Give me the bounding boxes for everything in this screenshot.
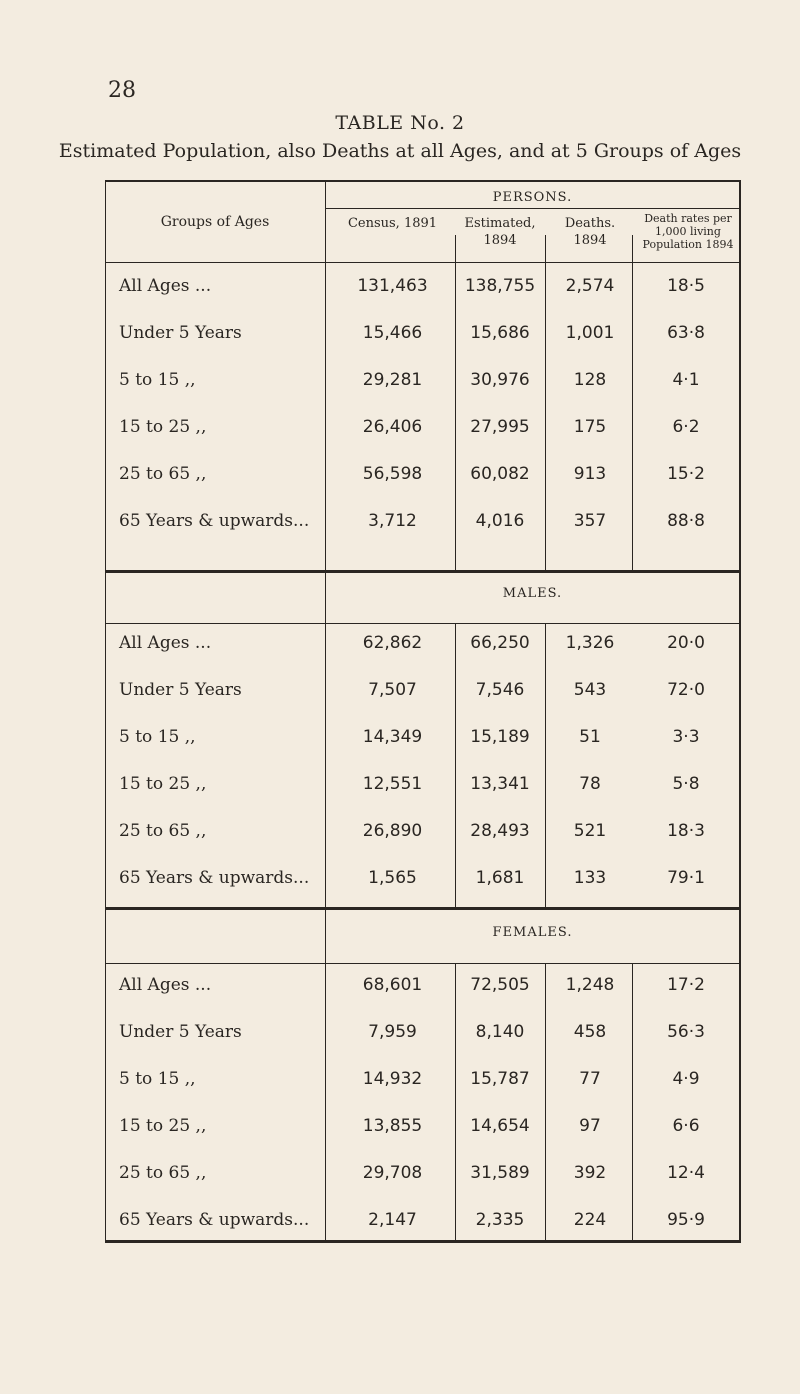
- females-cell: 95·9: [667, 1210, 705, 1230]
- females-cell: 6·6: [672, 1116, 700, 1136]
- persons-cell: 3,712: [368, 511, 417, 531]
- males-cell: 1,681: [475, 868, 525, 888]
- males-row-label: 5 to 15 ,,: [119, 727, 196, 747]
- rule-under-females: [105, 963, 740, 964]
- males-cell: 62,862: [362, 633, 423, 653]
- death-rates-header-line1: Death rates per: [644, 212, 732, 225]
- persons-cell: 913: [573, 464, 607, 484]
- males-cell: 13,341: [470, 774, 530, 794]
- rule-col3-males: [545, 623, 546, 909]
- persons-cell: 131,463: [357, 276, 428, 296]
- males-cell: 18·3: [667, 821, 705, 841]
- males-cell: 133: [573, 868, 607, 888]
- persons-cell: 128: [573, 370, 607, 390]
- males-cell: 72·0: [667, 680, 705, 700]
- estimated-header-line2: 1894: [483, 233, 517, 248]
- persons-cell: 4·1: [672, 370, 700, 390]
- males-header: MALES.: [502, 586, 563, 601]
- persons-cell: 88·8: [667, 511, 705, 531]
- persons-cell: 1,001: [565, 323, 615, 343]
- males-row-label: Under 5 Years: [119, 680, 242, 700]
- females-cell: 8,140: [475, 1022, 525, 1042]
- rule-col4-females: [632, 963, 633, 1243]
- females-row-label: Under 5 Years: [119, 1022, 242, 1042]
- females-cell: 15,787: [470, 1069, 530, 1089]
- males-cell: 15,189: [470, 727, 530, 747]
- groups-of-ages-header: Groups of Ages: [160, 214, 270, 230]
- males-cell: 66,250: [470, 633, 530, 653]
- death-rates-header-line2: 1,000 living: [655, 225, 721, 238]
- estimated-header: [455, 215, 545, 249]
- females-cell: 77: [579, 1069, 601, 1089]
- rule-col2-females: [455, 963, 456, 1243]
- persons-cell: 4,016: [475, 511, 525, 531]
- males-cell: 543: [573, 680, 607, 700]
- females-cell: 392: [573, 1163, 607, 1183]
- males-row-label: 65 Years & upwards...: [119, 868, 310, 888]
- females-cell: 7,959: [368, 1022, 417, 1042]
- females-row-label: 5 to 15 ,,: [119, 1069, 196, 1089]
- females-cell: 458: [573, 1022, 607, 1042]
- females-cell: 2,147: [368, 1210, 417, 1230]
- females-cell: 31,589: [470, 1163, 530, 1183]
- rule-under-header: [105, 262, 740, 263]
- females-row-label: 15 to 25 ,,: [119, 1116, 207, 1136]
- females-header: FEMALES.: [492, 925, 573, 940]
- persons-cell: 357: [573, 511, 607, 531]
- rule-left: [105, 180, 106, 1243]
- deaths-header-line2: 1894: [573, 233, 607, 248]
- persons-header: PERSONS.: [492, 190, 573, 205]
- males-row-label: 15 to 25 ,,: [119, 774, 207, 794]
- persons-cell: 56,598: [362, 464, 423, 484]
- males-cell: 28,493: [470, 821, 530, 841]
- persons-cell: 63·8: [667, 323, 705, 343]
- persons-row-label: 15 to 25 ,,: [119, 417, 207, 437]
- estimated-header-line1: Estimated,: [464, 216, 536, 231]
- persons-cell: 2,574: [565, 276, 615, 296]
- rule-top: [105, 180, 740, 182]
- rule-bottom: [105, 1240, 740, 1243]
- persons-row-label: 25 to 65 ,,: [119, 464, 207, 484]
- page-number: 28: [108, 78, 136, 103]
- females-row-label: All Ages ...: [119, 975, 212, 995]
- males-cell: 521: [573, 821, 607, 841]
- females-cell: 14,654: [470, 1116, 530, 1136]
- males-cell: 12,551: [362, 774, 423, 794]
- males-row-label: 25 to 65 ,,: [119, 821, 207, 841]
- females-cell: 13,855: [362, 1116, 423, 1136]
- rule-col3-females: [545, 963, 546, 1243]
- males-cell: 7,546: [475, 680, 525, 700]
- table-title: TABLE No. 2: [335, 112, 465, 134]
- males-cell: 26,890: [362, 821, 423, 841]
- death-rates-header: [633, 212, 743, 251]
- males-cell: 51: [579, 727, 601, 747]
- persons-row-label: 65 Years & upwards...: [119, 511, 310, 531]
- females-row-label: 65 Years & upwards...: [119, 1210, 310, 1230]
- persons-cell: 27,995: [470, 417, 530, 437]
- males-row-label: All Ages ...: [119, 633, 212, 653]
- females-cell: 17·2: [667, 975, 705, 995]
- males-cell: 7,507: [368, 680, 417, 700]
- persons-cell: 175: [573, 417, 607, 437]
- rule-col2-males: [455, 623, 456, 909]
- females-cell: 68,601: [362, 975, 423, 995]
- persons-cell: 18·5: [667, 276, 705, 296]
- males-cell: 1,326: [565, 633, 615, 653]
- census-header: Census, 1891: [347, 216, 438, 231]
- persons-cell: 138,755: [464, 276, 536, 296]
- females-cell: 2,335: [475, 1210, 525, 1230]
- males-cell: 1,565: [368, 868, 417, 888]
- males-cell: 79·1: [667, 868, 705, 888]
- rule-under-persons: [325, 208, 740, 209]
- persons-row-label: 5 to 15 ,,: [119, 370, 196, 390]
- males-cell: 3·3: [672, 727, 700, 747]
- females-cell: 72,505: [470, 975, 530, 995]
- persons-row-label: Under 5 Years: [119, 323, 242, 343]
- females-cell: 97: [579, 1116, 601, 1136]
- table-subtitle: Estimated Population, also Deaths at all Ages, and at 5 Groups of Ages: [58, 140, 742, 162]
- persons-cell: 26,406: [362, 417, 423, 437]
- persons-cell: 60,082: [470, 464, 530, 484]
- females-cell: 4·9: [672, 1069, 700, 1089]
- rule-males-end: [105, 907, 740, 910]
- males-cell: 20·0: [667, 633, 705, 653]
- males-cell: 14,349: [362, 727, 423, 747]
- persons-cell: 29,281: [362, 370, 423, 390]
- females-cell: 224: [573, 1210, 607, 1230]
- females-cell: 29,708: [362, 1163, 423, 1183]
- females-cell: 14,932: [362, 1069, 423, 1089]
- females-row-label: 25 to 65 ,,: [119, 1163, 207, 1183]
- males-cell: 5·8: [672, 774, 700, 794]
- persons-cell: 15·2: [667, 464, 705, 484]
- rule-persons-end: [105, 570, 740, 573]
- females-cell: 56·3: [667, 1022, 705, 1042]
- persons-cell: 15,466: [362, 323, 423, 343]
- females-cell: 12·4: [667, 1163, 705, 1183]
- males-cell: 78: [579, 774, 601, 794]
- death-rates-header-line3: Population 1894: [642, 238, 734, 251]
- deaths-header-line1: Deaths.: [564, 216, 616, 231]
- persons-row-label: All Ages ...: [119, 276, 212, 296]
- rule-under-males: [105, 623, 740, 624]
- rule-col1: [325, 180, 326, 1243]
- persons-cell: 6·2: [672, 417, 700, 437]
- persons-cell: 15,686: [470, 323, 530, 343]
- deaths-header: [545, 215, 635, 249]
- persons-cell: 30,976: [470, 370, 530, 390]
- females-cell: 1,248: [565, 975, 615, 995]
